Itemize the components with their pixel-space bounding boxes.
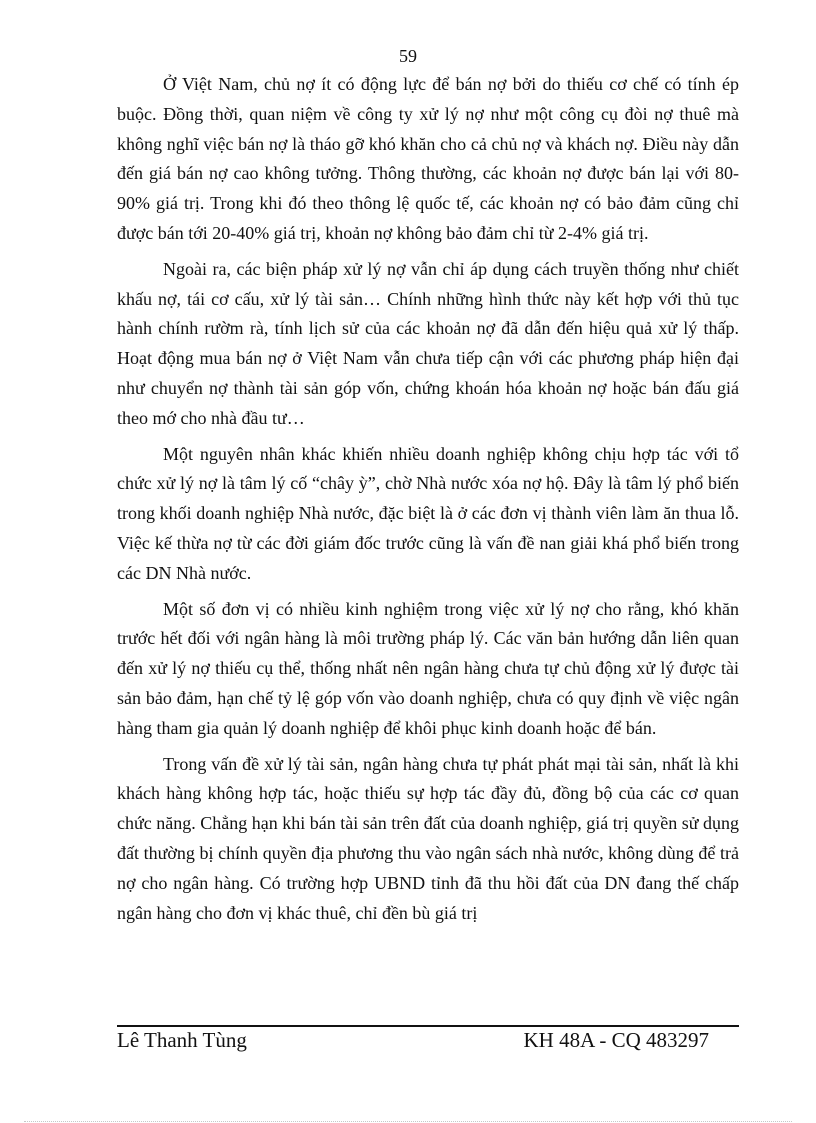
page-edge-divider [24, 1121, 792, 1122]
footer-class-id: KH 48A - CQ 483297 [523, 1028, 709, 1052]
paragraph: Trong vấn đề xử lý tài sản, ngân hàng chưa tự phát phát mại tài sản, nhất là khi khách hàng không hợp tác, hoặc thiếu sự hợp tác đầy đủ, đồng bộ của các cơ quan chức năng. Chẳng hạn khi bán tài sản trên đất của doanh nghiệp, giá trị quyền sử dụng đất thường bị chính quyền địa phương thu vào ngân sách nhà nước, không dùng để trả nợ cho ngân hàng. Có trường hợp UBND tỉnh đã thu hồi đất của DN đang thế chấp ngân hàng cho đơn vị khác thuê, chỉ đền bù giá trị [117, 753, 739, 923]
footer-author: Lê Thanh Tùng [117, 1028, 247, 1052]
paragraph: Ngoài ra, các biện pháp xử lý nợ vẫn chỉ áp dụng cách truyền thống như chiết khấu nợ, tái cơ cấu, xử lý tài sản… Chính những hình thức này kết hợp với thủ tục hành chính rườm rà, tính lịch sử của các khoản nợ đã dẫn đến hiệu quả xử lý thấp. Hoạt động mua bán nợ ở Việt Nam vẫn chưa tiếp cận với các phương pháp hiện đại như chuyển nợ thành tài sản góp vốn, chứng khoán hóa khoản nợ hoặc bán đấu giá theo mớ cho nhà đầu tư… [117, 258, 739, 428]
paragraph: Ở Việt Nam, chủ nợ ít có động lực để bán nợ bởi do thiếu cơ chế có tính ép buộc. Đồng thời, quan niệm về công ty xử lý nợ như một công cụ đòi nợ thuê mà không nghĩ việc bán nợ là tháo gỡ khó khăn cho cả chủ nợ và khách nợ. Điều này dẫn đến giá bán nợ cao không tưởng. Thông thường, các khoản nợ được bán lại với 80-90% giá trị. Trong khi đó theo thông lệ quốc tế, các khoản nợ có bảo đảm cũng chỉ được bán tới 20-40% giá trị, khoản nợ không bảo đảm chỉ từ 2-4% giá trị. [117, 74, 739, 243]
page-number: 59 [399, 46, 417, 66]
paragraph: Một nguyên nhân khác khiến nhiều doanh nghiệp không chịu hợp tác với tổ chức xử lý nợ là tâm lý cố “chây ỳ”, chờ Nhà nước xóa nợ hộ. Đây là tâm lý phổ biến trong khối doanh nghiệp Nhà nước, đặc biệt là ở các đơn vị thành viên làm ăn thua lỗ. Việc kế thừa nợ từ các đời giám đốc trước cũng là vấn đề nan giải khá phổ biến trong các DN Nhà nước. [117, 443, 739, 583]
body-text [117, 70, 739, 934]
paragraph: Một số đơn vị có nhiều kinh nghiệm trong việc xử lý nợ cho rằng, khó khăn trước hết đối với ngân hàng là môi trường pháp lý. Các văn bản hướng dẫn liên quan đến xử lý nợ thiếu cụ thể, thống nhất nên ngân hàng chưa tự chủ động xử lý được tài sản bảo đảm, hạn chế tỷ lệ góp vốn vào doanh nghiệp, chưa có quy định về việc ngân hàng tham gia quản lý doanh nghiệp để khôi phục kinh doanh hoặc để bán. [117, 598, 739, 738]
footer-divider [117, 1025, 739, 1027]
